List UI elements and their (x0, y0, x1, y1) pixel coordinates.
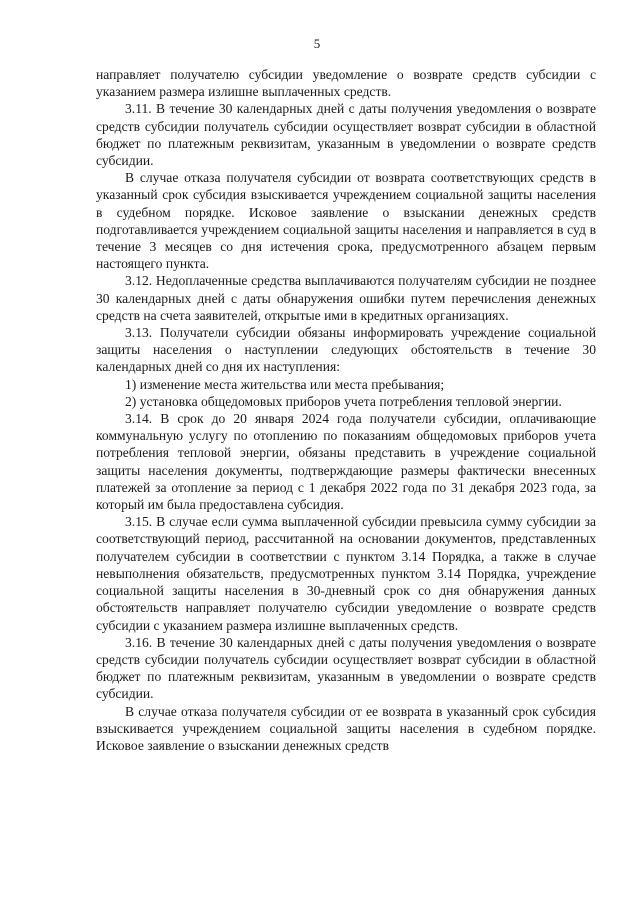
paragraph-3-16-refusal: В случае отказа получателя субсидии от ее возврата в указанный срок субсидия взыскивается учреждением социальной защиты населения в судебном порядке. Исковое заявление о взыскании денежных средств (96, 703, 596, 753)
paragraph-3-11-refusal: В случае отказа получателя субсидии от возврата соответствующих средств в указанный срок субсидия взыскивается учреждением социальной защиты населения в судебном порядке. Исковое заявление о взыскании денежных средств подготавливается учреждением социальной защиты населения и направляется в суд в течение 3 месяцев со дня истечения срока, предусмотренного абзацем первым настоящего пункта. (96, 170, 596, 272)
list-item-2: 2) установка общедомовых приборов учета потребления тепловой энергии. (125, 393, 562, 409)
paragraph-3-14: 3.14. В срок до 20 января 2024 года получатели субсидии, оплачивающие коммунальную услугу по отоплению по показаниям общедомовых приборов учета потребления тепловой энергии, обязаны представить в учреждение социальной защиты населения документы, подтверждающие размеры фактически внесенных платежей за отопление за период с 1 декабря 2022 года по 31 декабря 2023 года, за который им была предоставлена субсидия. (96, 411, 596, 513)
paragraph-3-11: 3.11. В течение 30 календарных дней с даты получения уведомления о возврате средств субсидии получатель субсидии осуществляет возврат субсидии в областной бюджет по платежным реквизитам, указанным в уведомлении о возврате средств субсидии. (96, 101, 596, 169)
paragraph-continuation: направляет получателю субсидии уведомление о возврате средств субсидии с указанием размера излишне выплаченных средств. (96, 67, 596, 100)
paragraph-3-13: 3.13. Получатели субсидии обязаны информировать учреждение социальной защиты населения о наступлении следующих обстоятельств в течение 30 календарных дней со дня их наступления: (96, 325, 596, 375)
paragraph-3-16: 3.16. В течение 30 календарных дней с даты получения уведомления о возврате средств субсидии получатель субсидии осуществляет возврат субсидии в областной бюджет по платежным реквизитам, указанным в уведомлении о возврате средств субсидии. (96, 634, 596, 702)
document-body (96, 66, 596, 754)
paragraph-3-15: 3.15. В случае если сумма выплаченной субсидии превысила сумму субсидии за соответствующий период, рассчитанной на основании документов, представленных получателем субсидии в соответствии с пунктом 3.14 Порядка, а также в случае невыполнения обязательств, предусмотренных пунктом 3.14 Порядка, учреждение социальной защиты населения в 30-дневный срок со дня обнаружения данных обстоятельств направляет получателю субсидии уведомление о возврате средств субсидии с указанием размера излишне выплаченных средств. (96, 514, 596, 633)
list-item-1: 1) изменение места жительства или места пребывания; (125, 376, 445, 392)
page-number: 5 (313, 36, 321, 51)
paragraph-3-12: 3.12. Недоплаченные средства выплачиваются получателям субсидии не позднее 30 календарных дней с даты обнаружения ошибки путем перечисления денежных средств на счета заявителей, открытые ими в кредитных организациях. (96, 273, 596, 323)
